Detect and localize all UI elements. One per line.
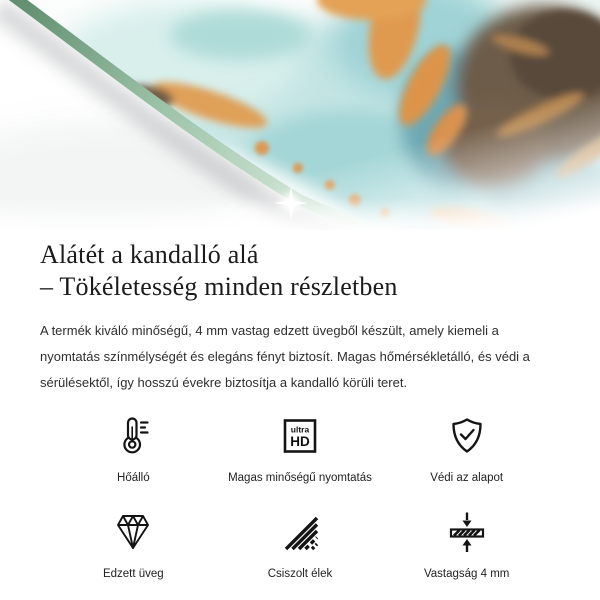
feature-label: Edzett üveg: [102, 568, 164, 580]
diamond-icon: [111, 509, 155, 555]
feature-label: Csiszolt élek: [267, 568, 333, 580]
feature-heat-resistant: [50, 413, 217, 485]
feature-tempered-glass: [50, 509, 217, 581]
title-line-1: Alátét a kandalló alá: [40, 240, 259, 269]
feature-label: Magas minőségű nyomtatás: [228, 472, 372, 484]
feature-label: Vastagság 4 mm: [423, 568, 510, 580]
feature-label: Hőálló: [117, 472, 150, 484]
page-title: [40, 239, 560, 303]
thickness-icon: [445, 509, 489, 555]
feature-protects-base: [383, 413, 550, 485]
polished-edge-icon: [278, 509, 322, 555]
feature-polished-edges: [217, 509, 384, 581]
thermometer-icon: [111, 413, 155, 459]
product-description: A termék kiváló minőségű, 4 mm vastag edzett üvegből készült, amely kiemeli a nyomtatás színmélységét és elegáns fényt biztosít. Magas hőmérsékletálló, és védi a sérülésektől, így hosszú évekre biztosítja a kandalló körüli teret.: [40, 323, 530, 390]
product-image: [0, 0, 600, 230]
ultra-hd-text-top: ultra: [290, 424, 310, 435]
title-line-2: – Tökéletesség minden részletben: [40, 272, 398, 301]
feature-label: Védi az alapot: [430, 472, 504, 484]
shield-check-icon: [445, 413, 489, 459]
feature-thickness: [383, 509, 550, 581]
ultra-hd-icon: [278, 413, 322, 459]
glass-mat-photo: [0, 0, 600, 230]
ultra-hd-text-bottom: HD: [290, 434, 310, 449]
feature-print-quality: [217, 413, 384, 485]
features-grid: [40, 413, 560, 581]
product-info-section: [0, 239, 600, 581]
fade-bottom: [0, 190, 600, 230]
